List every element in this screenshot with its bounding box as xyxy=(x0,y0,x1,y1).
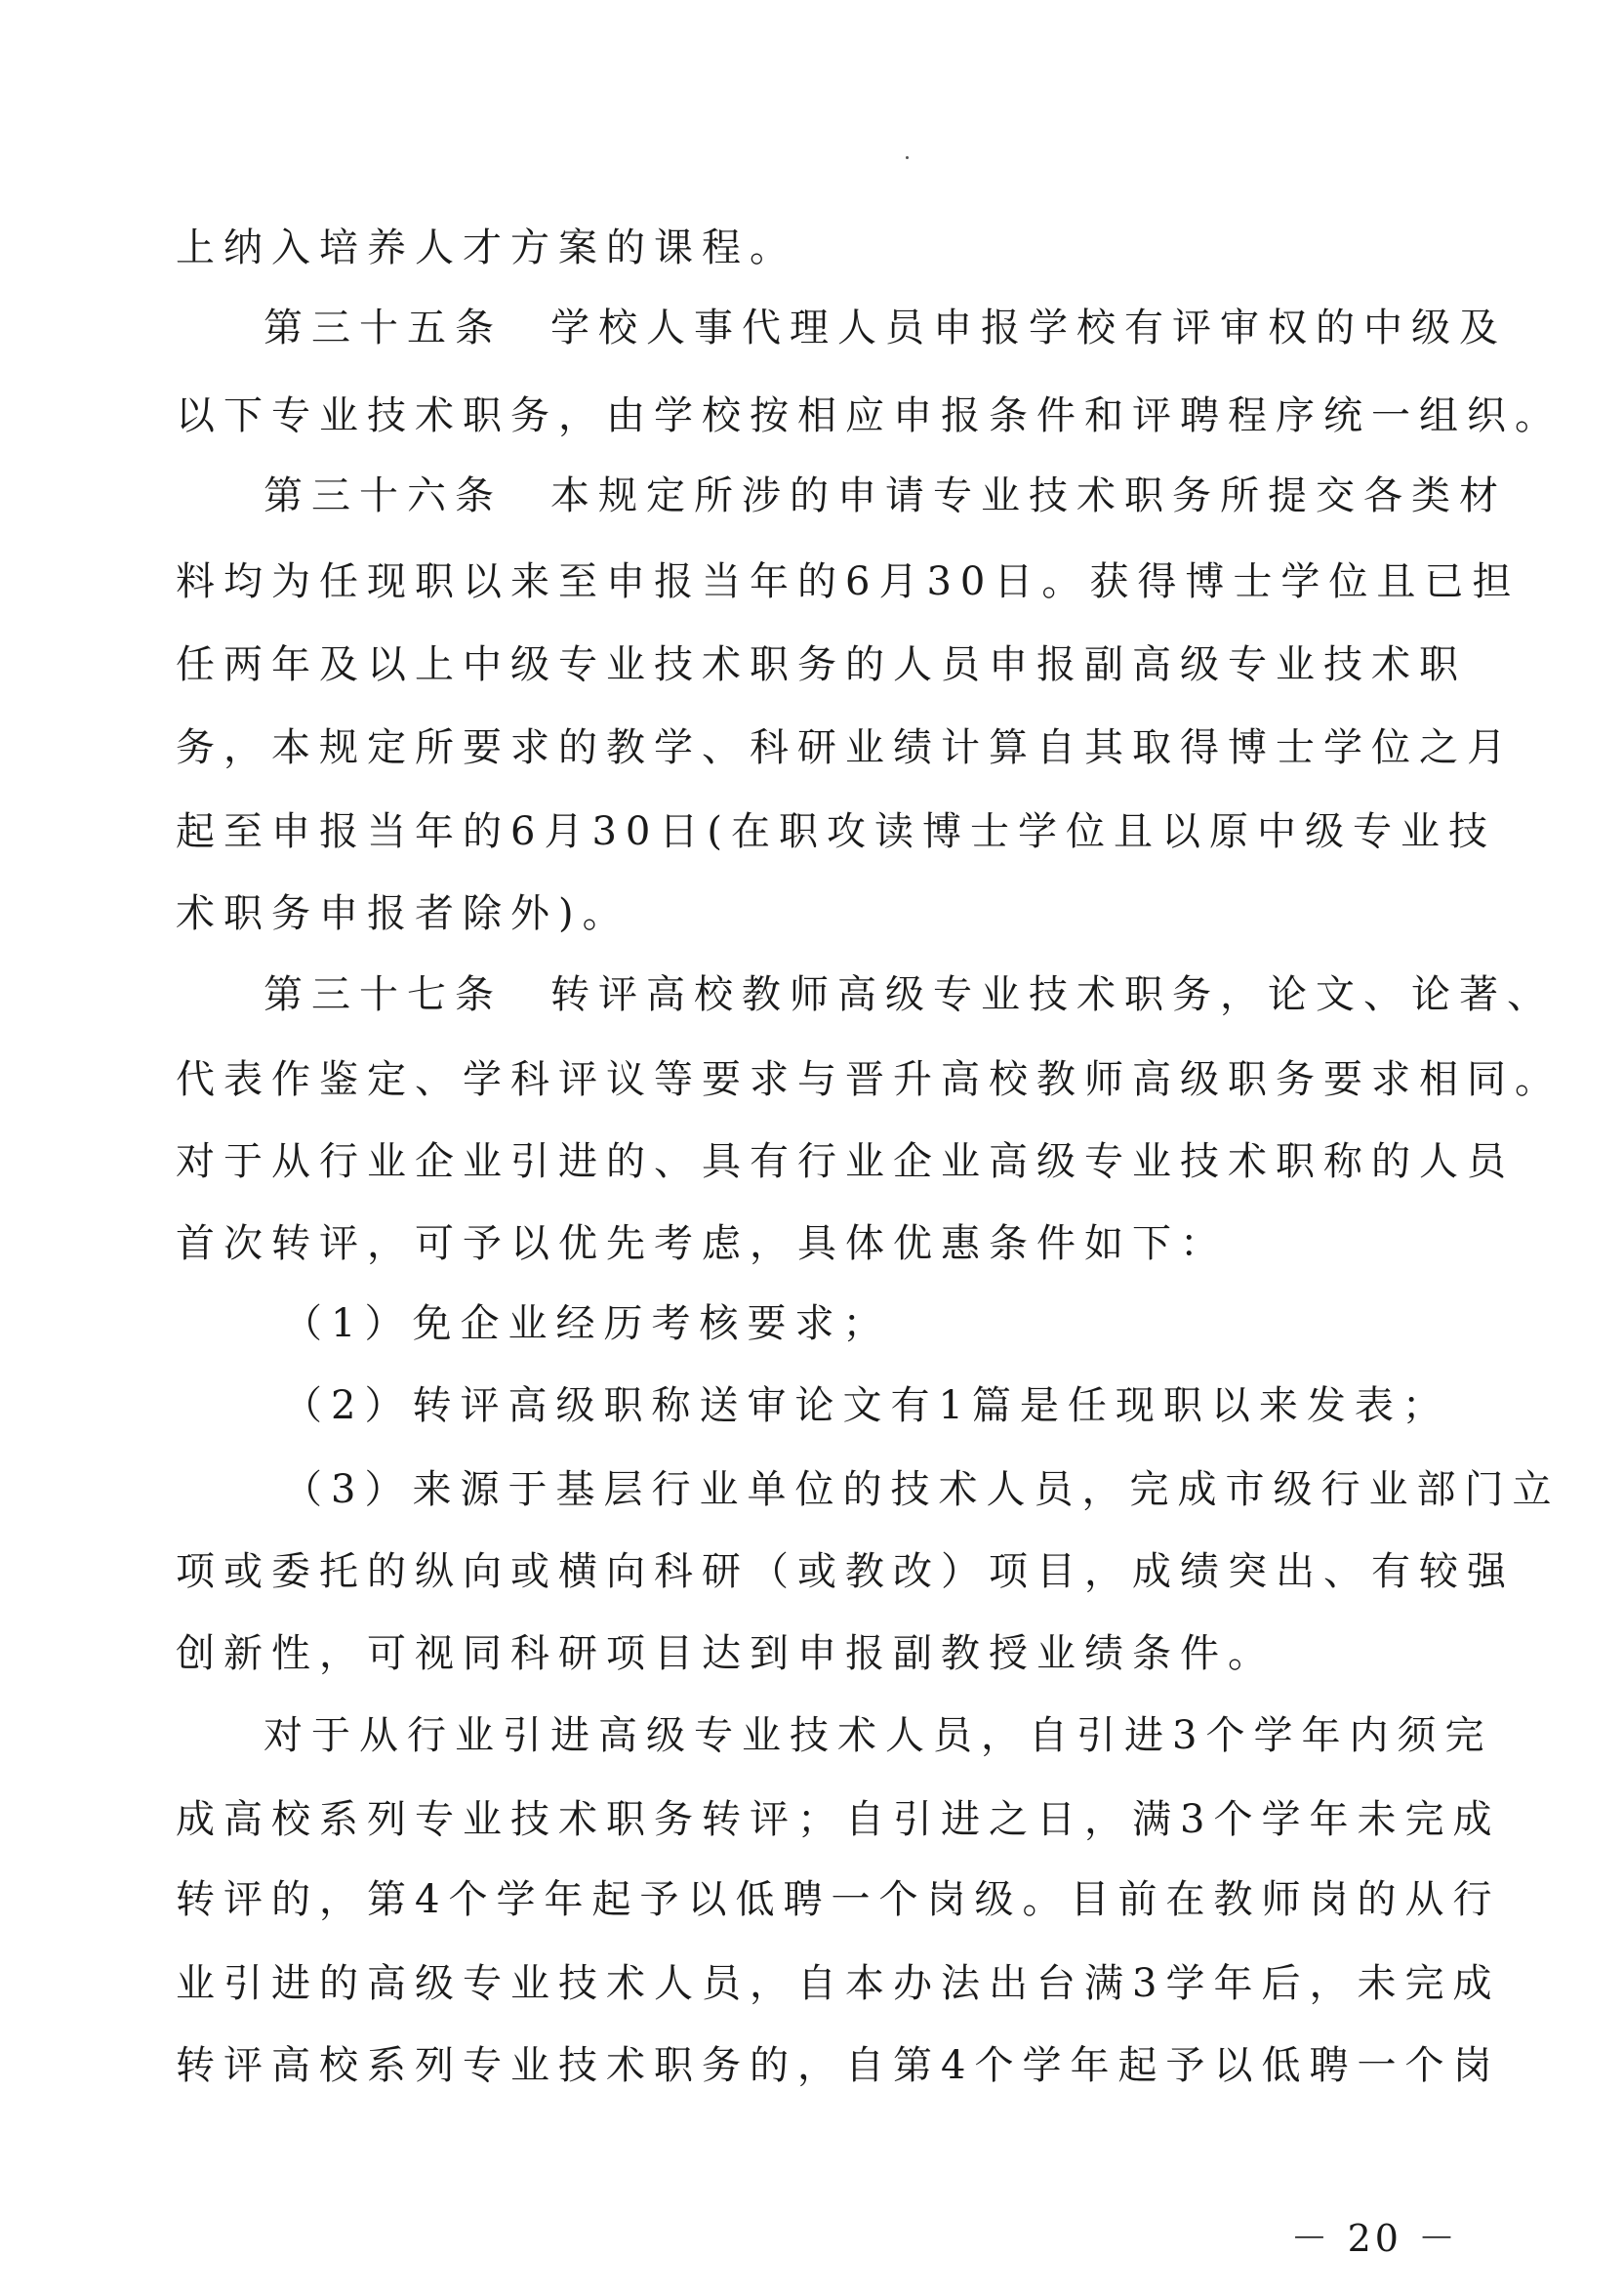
text-line: 以下专业技术职务，由学校按相应申报条件和评聘程序统一组织。 xyxy=(176,393,1563,438)
text-line: 创新性，可视同科研项目达到申报副教授业绩条件。 xyxy=(176,1631,1276,1676)
text-line: 转评高校系列专业技术职务的，自第4个学年起予以低聘一个岗 xyxy=(176,2043,1501,2088)
text-line: 成高校系列专业技术职务转评；自引进之日，满3个学年未完成 xyxy=(176,1797,1501,1842)
text-line: 第三十七条 转评高校教师高级专业技术职务，论文、论著、 xyxy=(264,972,1555,1017)
text-line: 代表作鉴定、学科评议等要求与晋升高校教师高级职务要求相同。 xyxy=(176,1057,1563,1102)
text-line: 对于从行业企业引进的、具有行业企业高级专业技术职称的人员 xyxy=(176,1139,1515,1184)
text-line: 转评的，第4个学年起予以低聘一个岗级。目前在教师岗的从行 xyxy=(176,1877,1501,1922)
text-line: 业引进的高级专业技术人员，自本办法出台满3学年后，未完成 xyxy=(176,1961,1501,2006)
text-line: （3）来源于基层行业单位的技术人员，完成市级行业部门立 xyxy=(283,1467,1561,1512)
text-line: 项或委托的纵向或横向科研（或教改）项目，成绩突出、有较强 xyxy=(176,1549,1515,1594)
text-line: 起至申报当年的6月30日(在职攻读博士学位且以原中级专业技 xyxy=(176,809,1496,854)
text-line: 务，本规定所要求的教学、科研业绩计算自其取得博士学位之月 xyxy=(176,725,1515,770)
text-line: 第三十六条 本规定所涉的申请专业技术职务所提交各类材 xyxy=(264,473,1507,518)
text-line: 术职务申报者除外)。 xyxy=(176,891,630,936)
text-line: （2）转评高级职称送审论文有1篇是任现职以来发表； xyxy=(283,1383,1450,1428)
scan-speck xyxy=(906,156,909,159)
text-line: 任两年及以上中级专业技术职务的人员申报副高级专业技术职 xyxy=(176,642,1467,687)
text-line: 料均为任现职以来至申报当年的6月30日。获得博士学位且已担 xyxy=(176,559,1521,604)
text-line: 对于从行业引进高级专业技术人员，自引进3个学年内须完 xyxy=(264,1713,1493,1758)
text-line: 第三十五条 学校人事代理人员申报学校有评审权的中级及 xyxy=(264,306,1507,350)
text-line: （1）免企业经历考核要求； xyxy=(283,1301,891,1346)
text-line: 首次转评，可予以优先考虑，具体优惠条件如下： xyxy=(176,1221,1228,1266)
page-number: － 20 － xyxy=(1290,2217,1459,2260)
text-line: 上纳入培养人才方案的课程。 xyxy=(176,226,797,270)
